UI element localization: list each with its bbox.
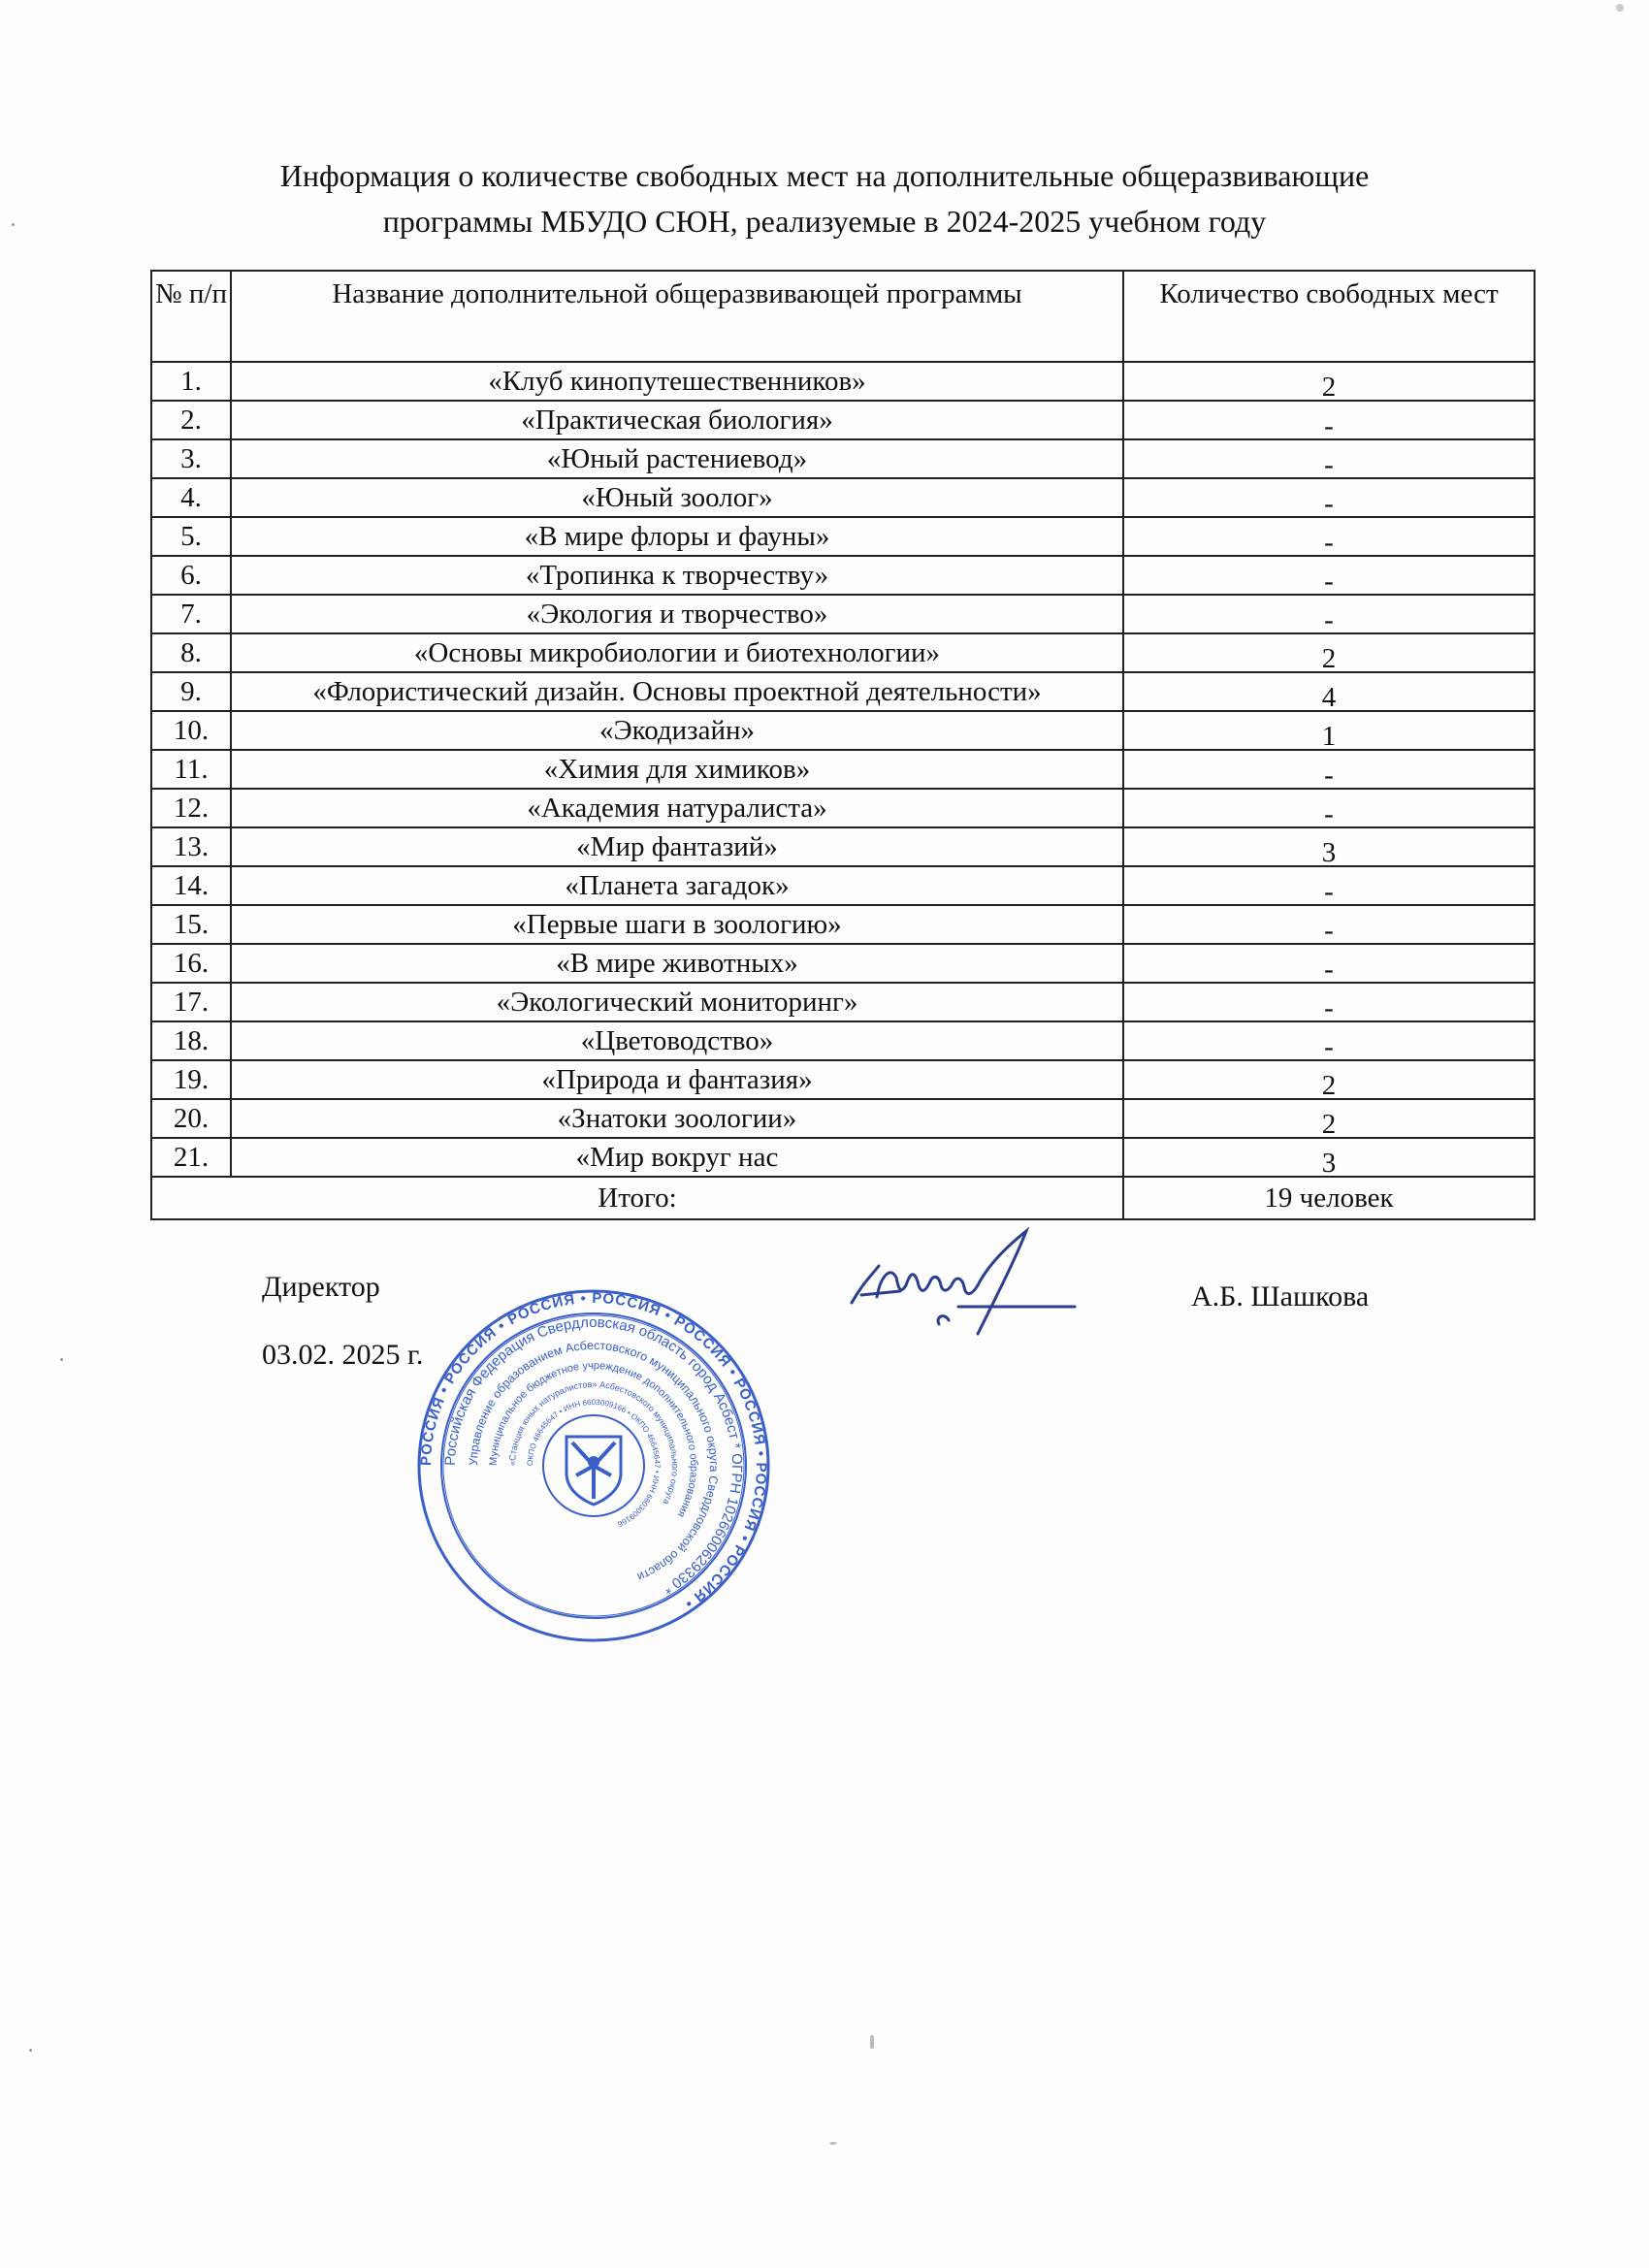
svg-text:Управление образованием Асбест: Управление образованием Асбестовского муниципального округа Свердловской области bbox=[466, 1338, 722, 1584]
row-number: 17. bbox=[151, 983, 231, 1021]
row-number: 13. bbox=[151, 827, 231, 866]
free-seats-value: - bbox=[1324, 449, 1334, 480]
program-name: «Мир вокруг нас bbox=[231, 1138, 1123, 1177]
table-row bbox=[151, 672, 1535, 711]
table-row bbox=[151, 439, 1535, 478]
free-seats-cell bbox=[1123, 439, 1535, 478]
free-seats-cell bbox=[1123, 556, 1535, 595]
free-seats-cell bbox=[1123, 866, 1535, 905]
svg-text:Муниципальное бюджетное учрежд: Муниципальное бюджетное учреждение дополнительного образования bbox=[487, 1359, 700, 1520]
program-name: «Экология и творчество» bbox=[231, 595, 1123, 633]
free-seats-value: - bbox=[1324, 798, 1334, 829]
table-row bbox=[151, 750, 1535, 789]
row-number: 21. bbox=[151, 1138, 231, 1177]
free-seats-table bbox=[150, 270, 1536, 1220]
table-row bbox=[151, 1060, 1535, 1099]
scan-speck bbox=[870, 2035, 874, 2049]
row-number: 20. bbox=[151, 1099, 231, 1138]
table-header-row bbox=[151, 271, 1535, 362]
free-seats-value: 2 bbox=[1321, 1070, 1337, 1101]
row-number: 14. bbox=[151, 866, 231, 905]
row-number: 11. bbox=[151, 750, 231, 789]
program-name: «Юный растениевод» bbox=[231, 439, 1123, 478]
row-number: 15. bbox=[151, 905, 231, 944]
official-round-seal bbox=[415, 1287, 772, 1644]
free-seats-cell bbox=[1123, 633, 1535, 672]
free-seats-cell bbox=[1123, 401, 1535, 439]
free-seats-value: - bbox=[1324, 604, 1334, 635]
table-row bbox=[151, 711, 1535, 750]
free-seats-cell bbox=[1123, 827, 1535, 866]
header-number: № п/п bbox=[151, 271, 231, 362]
row-number: 16. bbox=[151, 944, 231, 983]
program-name: «В мире флоры и фауны» bbox=[231, 517, 1123, 556]
row-number: 6. bbox=[151, 556, 231, 595]
free-seats-value: 4 bbox=[1321, 682, 1337, 713]
table-row bbox=[151, 633, 1535, 672]
program-name: «Практическая биология» bbox=[231, 401, 1123, 439]
program-name: «Тропинка к творчеству» bbox=[231, 556, 1123, 595]
scan-speck bbox=[29, 2049, 32, 2052]
free-seats-value: 2 bbox=[1321, 643, 1337, 674]
program-name: «Планета загадок» bbox=[231, 866, 1123, 905]
total-label: Итого: bbox=[151, 1177, 1123, 1219]
table-row bbox=[151, 556, 1535, 595]
free-seats-cell bbox=[1123, 1099, 1535, 1138]
table-row bbox=[151, 827, 1535, 866]
signatory-name: А.Б. Шашкова bbox=[1191, 1280, 1370, 1312]
row-number: 7. bbox=[151, 595, 231, 633]
program-name: «Природа и фантазия» bbox=[231, 1060, 1123, 1099]
seal-emblem-icon bbox=[566, 1437, 621, 1505]
svg-text:ОКПО 46645647 • ИНН 6603009166: ОКПО 46645647 • ИНН 6603009166 • ОКПО 46645647 • ИНН 6603009166 bbox=[525, 1397, 663, 1529]
row-number: 8. bbox=[151, 633, 231, 672]
program-name: «Академия натуралиста» bbox=[231, 789, 1123, 827]
free-seats-value: - bbox=[1324, 527, 1334, 558]
free-seats-value: 2 bbox=[1321, 372, 1337, 403]
free-seats-cell bbox=[1123, 711, 1535, 750]
free-seats-value: - bbox=[1324, 488, 1334, 519]
row-number: 18. bbox=[151, 1021, 231, 1060]
table-row bbox=[151, 401, 1535, 439]
row-number: 4. bbox=[151, 478, 231, 517]
free-seats-value: 1 bbox=[1321, 721, 1337, 752]
free-seats-cell bbox=[1123, 944, 1535, 983]
free-seats-value: - bbox=[1324, 915, 1334, 946]
free-seats-value: - bbox=[1324, 760, 1334, 791]
table-row bbox=[151, 866, 1535, 905]
table-row bbox=[151, 983, 1535, 1021]
free-seats-value: - bbox=[1324, 876, 1334, 907]
scan-speck bbox=[829, 2142, 837, 2145]
title-line-1: Информация о количестве свободных мест на дополнительные общеразвивающие bbox=[279, 158, 1370, 193]
free-seats-cell bbox=[1123, 905, 1535, 944]
document-title bbox=[146, 153, 1504, 244]
header-program-name: Название дополнительной общеразвивающей программы bbox=[231, 271, 1123, 362]
free-seats-value: - bbox=[1324, 954, 1334, 985]
table-row bbox=[151, 944, 1535, 983]
row-number: 3. bbox=[151, 439, 231, 478]
free-seats-value: 2 bbox=[1321, 1109, 1337, 1140]
program-name: «Юный зоолог» bbox=[231, 478, 1123, 517]
table-row bbox=[151, 1138, 1535, 1177]
total-value: 19 человек bbox=[1123, 1177, 1535, 1219]
free-seats-value: - bbox=[1324, 410, 1334, 441]
free-seats-value: - bbox=[1324, 1031, 1334, 1062]
row-number: 1. bbox=[151, 362, 231, 401]
table-row bbox=[151, 905, 1535, 944]
svg-text:Российская Федерация Свердловс: Российская Федерация Свердловская область город Асбест * ОГРН 1026600629330 * bbox=[441, 1313, 746, 1598]
title-line-2: программы МБУДО СЮН, реализуемые в 2024-2025 учебном году bbox=[382, 204, 1267, 239]
program-name: «Экодизайн» bbox=[231, 711, 1123, 750]
program-name: «Знатоки зоологии» bbox=[231, 1099, 1123, 1138]
scan-speck bbox=[1616, 4, 1624, 12]
document-date: 03.02. 2025 г. bbox=[262, 1339, 424, 1371]
row-number: 5. bbox=[151, 517, 231, 556]
table-row bbox=[151, 1021, 1535, 1060]
program-name: «Химия для химиков» bbox=[231, 750, 1123, 789]
row-number: 2. bbox=[151, 401, 231, 439]
program-name: «Первые шаги в зоологию» bbox=[231, 905, 1123, 944]
free-seats-cell bbox=[1123, 478, 1535, 517]
svg-text:«Станция юных натуралистов» Ас: «Станция юных натуралистов» Асбестовского муниципального округа bbox=[506, 1378, 681, 1507]
free-seats-cell bbox=[1123, 789, 1535, 827]
scan-speck bbox=[12, 223, 15, 226]
program-name: «Клуб кинопутешественников» bbox=[231, 362, 1123, 401]
free-seats-cell bbox=[1123, 1138, 1535, 1177]
program-name: «Цветоводство» bbox=[231, 1021, 1123, 1060]
signatory-position: Директор bbox=[262, 1271, 380, 1303]
free-seats-value: - bbox=[1324, 992, 1334, 1023]
free-seats-value: 3 bbox=[1321, 1148, 1337, 1179]
free-seats-cell bbox=[1123, 750, 1535, 789]
program-name: «В мире животных» bbox=[231, 944, 1123, 983]
row-number: 10. bbox=[151, 711, 231, 750]
program-name: «Основы микробиологии и биотехнологии» bbox=[231, 633, 1123, 672]
row-number: 9. bbox=[151, 672, 231, 711]
table-row bbox=[151, 478, 1535, 517]
svg-text:РОССИЯ • РОССИЯ • РОССИЯ • РОС: РОССИЯ • РОССИЯ • РОССИЯ • РОССИЯ • РОССИЯ • РОССИЯ • РОССИЯ • РОССИЯ • bbox=[417, 1289, 770, 1613]
header-free-seats: Количество свободных мест bbox=[1123, 271, 1535, 362]
total-row bbox=[151, 1177, 1535, 1219]
row-number: 12. bbox=[151, 789, 231, 827]
free-seats-cell bbox=[1123, 1060, 1535, 1099]
table-row bbox=[151, 1099, 1535, 1138]
free-seats-value: - bbox=[1324, 566, 1334, 597]
free-seats-cell bbox=[1123, 595, 1535, 633]
table-row bbox=[151, 789, 1535, 827]
free-seats-cell bbox=[1123, 362, 1535, 401]
handwritten-signature bbox=[842, 1227, 1084, 1363]
table-row bbox=[151, 517, 1535, 556]
row-number: 19. bbox=[151, 1060, 231, 1099]
free-seats-value: 3 bbox=[1321, 837, 1337, 868]
free-seats-cell bbox=[1123, 1021, 1535, 1060]
program-name: «Мир фантазий» bbox=[231, 827, 1123, 866]
table-row bbox=[151, 362, 1535, 401]
scan-speck bbox=[60, 1358, 63, 1361]
free-seats-cell bbox=[1123, 983, 1535, 1021]
program-name: «Экологический мониторинг» bbox=[231, 983, 1123, 1021]
program-name: «Флористический дизайн. Основы проектной деятельности» bbox=[231, 672, 1123, 711]
table-row bbox=[151, 595, 1535, 633]
free-seats-cell bbox=[1123, 517, 1535, 556]
free-seats-cell bbox=[1123, 672, 1535, 711]
